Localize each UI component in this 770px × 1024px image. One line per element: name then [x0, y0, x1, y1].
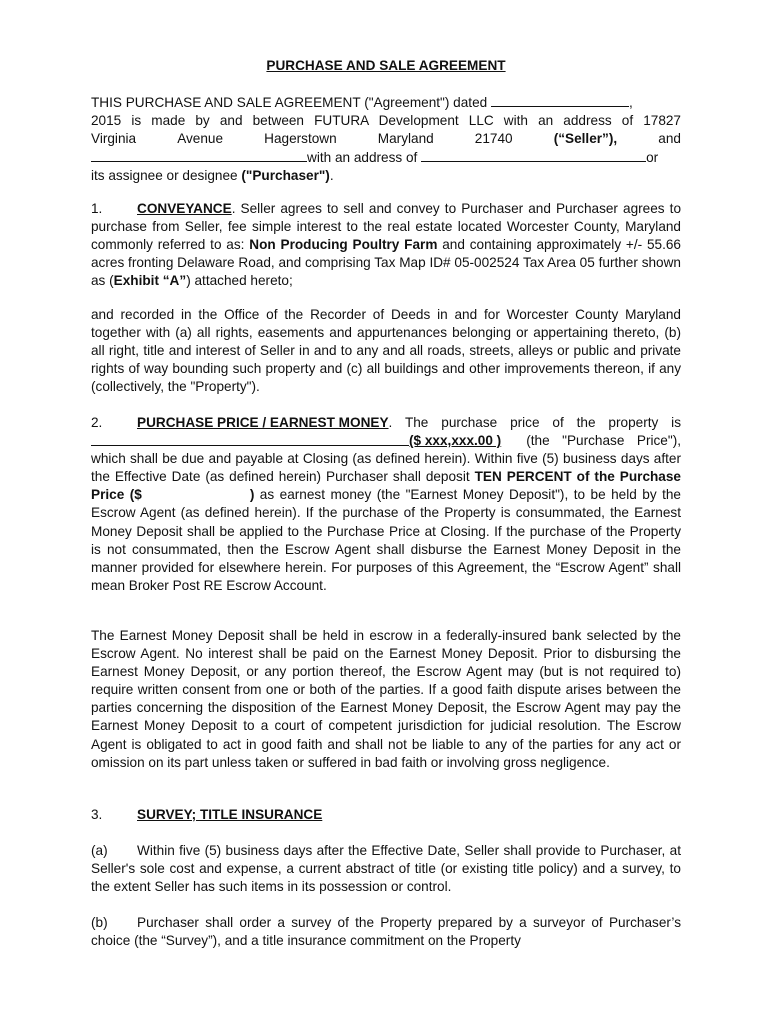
intro-line-4: [91, 148, 681, 167]
intro-paragraph: [91, 93, 681, 185]
exhibit-reference: Exhibit “A”: [113, 273, 187, 289]
section-text: Within five (5) business days after the Effective Date, Seller shall provide to Purchaser, at Seller's sole cost and expense, a current abstract of title (or existing title policy) and a survey, to the extent Seller has such items in its possession or control.: [91, 843, 681, 895]
property-name: Non Producing Poultry Farm: [249, 237, 438, 253]
price-blank: [91, 432, 409, 446]
intro-line-3: [91, 130, 681, 148]
document-title: PURCHASE AND SALE AGREEMENT: [266, 58, 506, 73]
address-word: Avenue: [177, 131, 224, 147]
section-3a-paragraph: [91, 842, 681, 896]
earnest-percent: TEN PERCENT of the Purchase Price ($: [91, 469, 681, 503]
purchase-price: ($ xxx,xxx.00 ): [409, 433, 502, 449]
section-heading: PURCHASE PRICE / EARNEST MONEY: [137, 415, 389, 430]
section-2-line-2: [91, 432, 681, 450]
section-text: ) attached hereto;: [186, 273, 293, 289]
address-word: Maryland: [377, 131, 434, 147]
intro-text: with an address of: [307, 150, 418, 166]
address-word: Hagerstown: [264, 131, 337, 147]
section-3-heading-line: [91, 806, 681, 824]
intro-text: THIS PURCHASE AND SALE AGREEMENT ("Agreement") dated: [91, 95, 488, 110]
section-2-body: [91, 450, 681, 595]
section-2-line-1: [91, 414, 681, 432]
date-blank: [491, 93, 629, 107]
section-text: which shall be due and payable at Closing (as defined herein). Within five (5) business days after the Effective Date (as defined herein) Purchaser shall deposit: [91, 451, 681, 485]
address-word: Virginia: [91, 131, 137, 147]
section-2-paragraph: [91, 414, 681, 595]
intro-and: and: [658, 131, 681, 147]
intro-period: .: [329, 168, 334, 184]
section-text: . The purchase price of the property is: [388, 415, 681, 430]
section-number: 2.: [91, 415, 103, 430]
section-text: Purchaser shall order a survey of the Property prepared by a surveyor of Purchaser’s choice (the “Survey”), and a title insurance commitment on the Property: [91, 915, 681, 949]
section-text: and containing approximately +/- 55.66 acres fronting Delaware Road, and comprising Tax Map ID# 05-002524 Tax Area 05 further shown as (: [91, 237, 681, 289]
seller-label: (“Seller”),: [553, 131, 618, 147]
section-1-paragraph-2: and recorded in the Office of the Recorder of Deeds in and for Worcester County Maryland together with (a) all rights, easements and appurtenances belonging or appertaining thereto, (b) all right, title and interest of Seller in and to any and all roads, streets, alleys or public and private rights of way bounding such property and (c) all buildings and other improvements thereon, if any (collectively, the "Property").: [91, 307, 681, 395]
subsection-label: (a): [91, 843, 108, 858]
intro-line-1: [91, 93, 681, 112]
section-number: 1.: [91, 201, 103, 216]
intro-text: its assignee or designee: [91, 168, 238, 184]
section-1-paragraph: [91, 200, 681, 290]
section-number: 3.: [91, 807, 103, 822]
earnest-close: ): [249, 487, 255, 503]
intro-comma: ,: [628, 95, 633, 110]
purchaser-label: ("Purchaser"): [241, 168, 330, 184]
purchaser-name-blank: [91, 148, 307, 162]
intro-line-2: 2015 is made by and between FUTURA Development LLC with an address of 17827: [91, 113, 681, 129]
section-2-paragraph-2: The Earnest Money Deposit shall be held in escrow in a federally-insured bank selected by the Escrow Agent. No interest shall be paid on the Earnest Money Deposit. Prior to disbursing the Earnest Money Deposit, or any portion thereof, the Escrow Agent may (but is not required to) require written consent from one or both of the parties. If a good faith dispute arises between the parties concerning the disposition of the Earnest Money Deposit, the Escrow Agent may pay the Earnest Money Deposit to a court of competent jurisdiction for judicial resolution. The Escrow Agent is obligated to act in good faith and shall not be liable to any of the parties for any act or omission on its part unless taken or suffered in bad faith or involving gross negligence.: [91, 628, 681, 770]
section-heading: SURVEY; TITLE INSURANCE: [137, 807, 323, 822]
section-3b-paragraph: [91, 914, 681, 950]
intro-line-5: [91, 167, 681, 185]
section-text: . Seller agrees to sell and convey to Purchaser and Purchaser agrees to purchase from Seller, fee simple interest to the real estate located Worcester County, Maryland commonly referred to as:: [91, 201, 681, 253]
intro-text: or: [646, 150, 659, 166]
address-word: 21740: [474, 131, 513, 147]
section-text: (the "Purchase Price"),: [501, 433, 681, 449]
purchaser-address-blank: [421, 148, 646, 162]
section-heading: CONVEYANCE: [137, 201, 232, 216]
subsection-label: (b): [91, 915, 108, 930]
section-text: as earnest money (the "Earnest Money Deposit"), to be held by the Escrow Agent (as defined herein). If the purchase of the Property is consummated, the Earnest Money Deposit shall be applied to the Purchase Price at Closing. If the purchase of the Property is not consummated, then the Escrow Agent shall disburse the Earnest Money Deposit in the manner provided for elsewhere herein. For purposes of this Agreement, the “Escrow Agent” shall mean Broker Post RE Escrow Account.: [91, 487, 681, 593]
